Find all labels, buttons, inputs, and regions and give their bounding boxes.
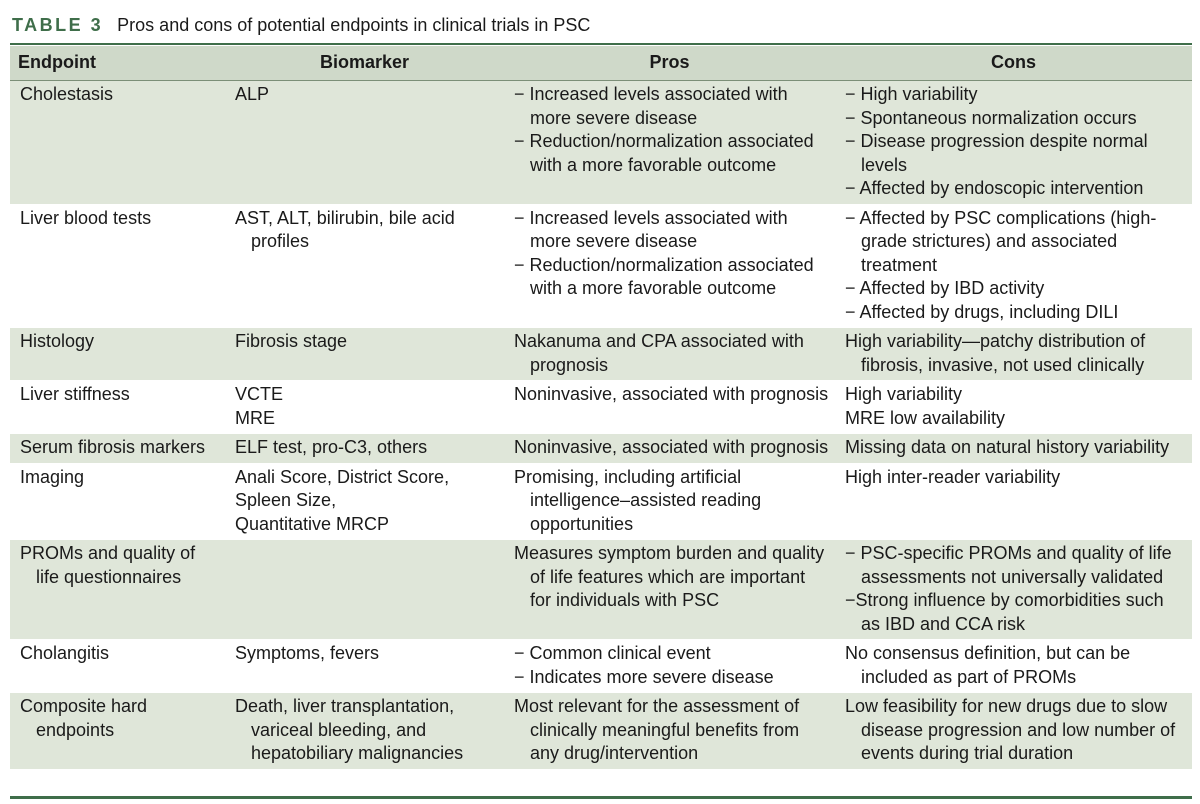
biomarker-text: Anali Score, District Score,: [235, 466, 450, 487]
endpoint-cell: [10, 540, 225, 640]
pros-cell: [504, 81, 835, 205]
pros-cell: [504, 463, 835, 540]
biomarker-text: Symptoms, fevers: [235, 643, 380, 663]
endpoint-cell: [10, 381, 225, 434]
pros-cell: [504, 693, 835, 770]
top-rule: [10, 43, 1192, 45]
pros-cell: [504, 328, 835, 381]
pros-cell: [504, 204, 835, 328]
endpoint-text: Composite hard endpoints: [20, 696, 148, 740]
cons-text: −Strong influence by comorbidities such as IBD and CCA risk: [845, 590, 1164, 634]
cons-text: MRE low availability: [845, 407, 1006, 428]
bottom-rule: [10, 796, 1192, 799]
header-pros: Pros: [504, 46, 835, 81]
table-body: [10, 81, 1192, 770]
cons-text: − PSC-specific PROMs and quality of life assessments not universally validated: [845, 543, 1172, 587]
cons-cell: [835, 693, 1192, 770]
pros-text: − Reduction/normalization associated with a more favorable outcome: [514, 131, 814, 175]
pros-cell: [504, 540, 835, 640]
endpoint-text: Liver stiffness: [20, 384, 130, 404]
biomarker-text: ALP: [235, 84, 270, 104]
biomarker-text: Death, liver transplantation, variceal bleeding, and hepatobiliary malignancies: [235, 696, 464, 763]
cons-cell: [835, 204, 1192, 328]
cons-text: − Affected by endoscopic intervention: [845, 178, 1144, 198]
biomarker-text: VCTE: [235, 384, 284, 404]
biomarker-text: Quantitative MRCP: [235, 513, 390, 534]
pros-text: Promising, including artificial intelligence–assisted reading opportunities: [514, 466, 762, 534]
table-title: Pros and cons of potential endpoints in clinical trials in PSC: [117, 15, 591, 35]
table-row: [10, 381, 1192, 434]
biomarker-text: MRE: [235, 407, 275, 428]
biomarker-text: Fibrosis stage: [235, 331, 348, 351]
cons-text: No consensus definition, but can be included as part of PROMs: [845, 643, 1131, 687]
biomarker-text: AST, ALT, bilirubin, bile acid profiles: [235, 207, 455, 251]
pros-text: − Common clinical event: [514, 643, 711, 663]
cons-cell: [835, 81, 1192, 205]
endpoint-text: PROMs and quality of life questionnaires: [20, 543, 196, 587]
cons-cell: [835, 328, 1192, 381]
table-row: [10, 463, 1192, 540]
endpoint-text: Histology: [20, 331, 95, 351]
cons-cell: [835, 463, 1192, 540]
pros-cell: [504, 640, 835, 693]
table-row: [10, 640, 1192, 693]
table-row: [10, 434, 1192, 464]
endpoint-text: Cholangitis: [20, 643, 110, 663]
pros-text: Noninvasive, associated with prognosis: [514, 384, 829, 404]
biomarker-text: Spleen Size,: [235, 490, 337, 510]
endpoint-cell: [10, 463, 225, 540]
table-header-row: [10, 46, 1192, 81]
pros-text: Noninvasive, associated with prognosis: [514, 437, 829, 457]
pros-text: − Increased levels associated with more severe disease: [514, 207, 788, 251]
table-row: [10, 328, 1192, 381]
cons-text: High variability: [845, 384, 963, 404]
pros-text: − Reduction/normalization associated with a more favorable outcome: [514, 254, 814, 298]
cons-cell: [835, 434, 1192, 464]
cons-text: − Affected by drugs, including DILI: [845, 301, 1119, 322]
endpoints-table: [10, 46, 1192, 770]
cons-cell: [835, 540, 1192, 640]
endpoint-cell: [10, 640, 225, 693]
biomarker-cell: [225, 81, 504, 205]
table-caption: [12, 14, 1190, 36]
endpoint-cell: [10, 328, 225, 381]
table-row: [10, 81, 1192, 205]
table-label: TABLE 3: [12, 15, 104, 35]
pros-text: Most relevant for the assessment of clinically meaningful benefits from any drug/intervention: [514, 696, 800, 763]
cons-text: − Affected by IBD activity: [845, 278, 1045, 298]
cons-text: − Disease progression despite normal levels: [845, 131, 1148, 175]
biomarker-cell: [225, 640, 504, 693]
cons-text: Missing data on natural history variability: [845, 437, 1170, 457]
header-endpoint: Endpoint: [10, 46, 225, 81]
endpoint-text: Liver blood tests: [20, 207, 152, 228]
header-cons: Cons: [835, 46, 1192, 81]
biomarker-cell: [225, 204, 504, 328]
pros-cell: [504, 381, 835, 434]
pros-text: − Indicates more severe disease: [514, 666, 774, 687]
cons-cell: [835, 381, 1192, 434]
endpoint-cell: [10, 693, 225, 770]
endpoint-text: Cholestasis: [20, 84, 114, 104]
pros-text: − Increased levels associated with more severe disease: [514, 84, 788, 128]
cons-cell: [835, 640, 1192, 693]
biomarker-cell: [225, 328, 504, 381]
endpoint-text: Imaging: [20, 466, 85, 487]
endpoint-cell: [10, 81, 225, 205]
biomarker-cell: [225, 693, 504, 770]
pros-text: Nakanuma and CPA associated with prognosis: [514, 331, 804, 375]
pros-text: Measures symptom burden and quality of life features which are important for individuals with PSC: [514, 543, 825, 610]
biomarker-cell: [225, 463, 504, 540]
biomarker-text: ELF test, pro-C3, others: [235, 437, 428, 457]
endpoint-cell: [10, 204, 225, 328]
table-row: [10, 693, 1192, 770]
pros-cell: [504, 434, 835, 464]
endpoint-text: Serum fibrosis markers: [20, 437, 206, 457]
cons-text: High inter-reader variability: [845, 466, 1061, 487]
table-row: [10, 540, 1192, 640]
biomarker-cell: [225, 434, 504, 464]
header-biomarker: Biomarker: [225, 46, 504, 81]
biomarker-cell: [225, 381, 504, 434]
biomarker-cell: [225, 540, 504, 640]
table-row: [10, 204, 1192, 328]
cons-text: Low feasibility for new drugs due to slow disease progression and low number of events during trial duration: [845, 696, 1176, 763]
endpoint-cell: [10, 434, 225, 464]
cons-text: − Affected by PSC complications (high-grade strictures) and associated treatment: [845, 207, 1157, 275]
cons-text: − Spontaneous normalization occurs: [845, 107, 1137, 128]
cons-text: − High variability: [845, 84, 978, 104]
cons-text: High variability—patchy distribution of fibrosis, invasive, not used clinically: [845, 331, 1146, 375]
